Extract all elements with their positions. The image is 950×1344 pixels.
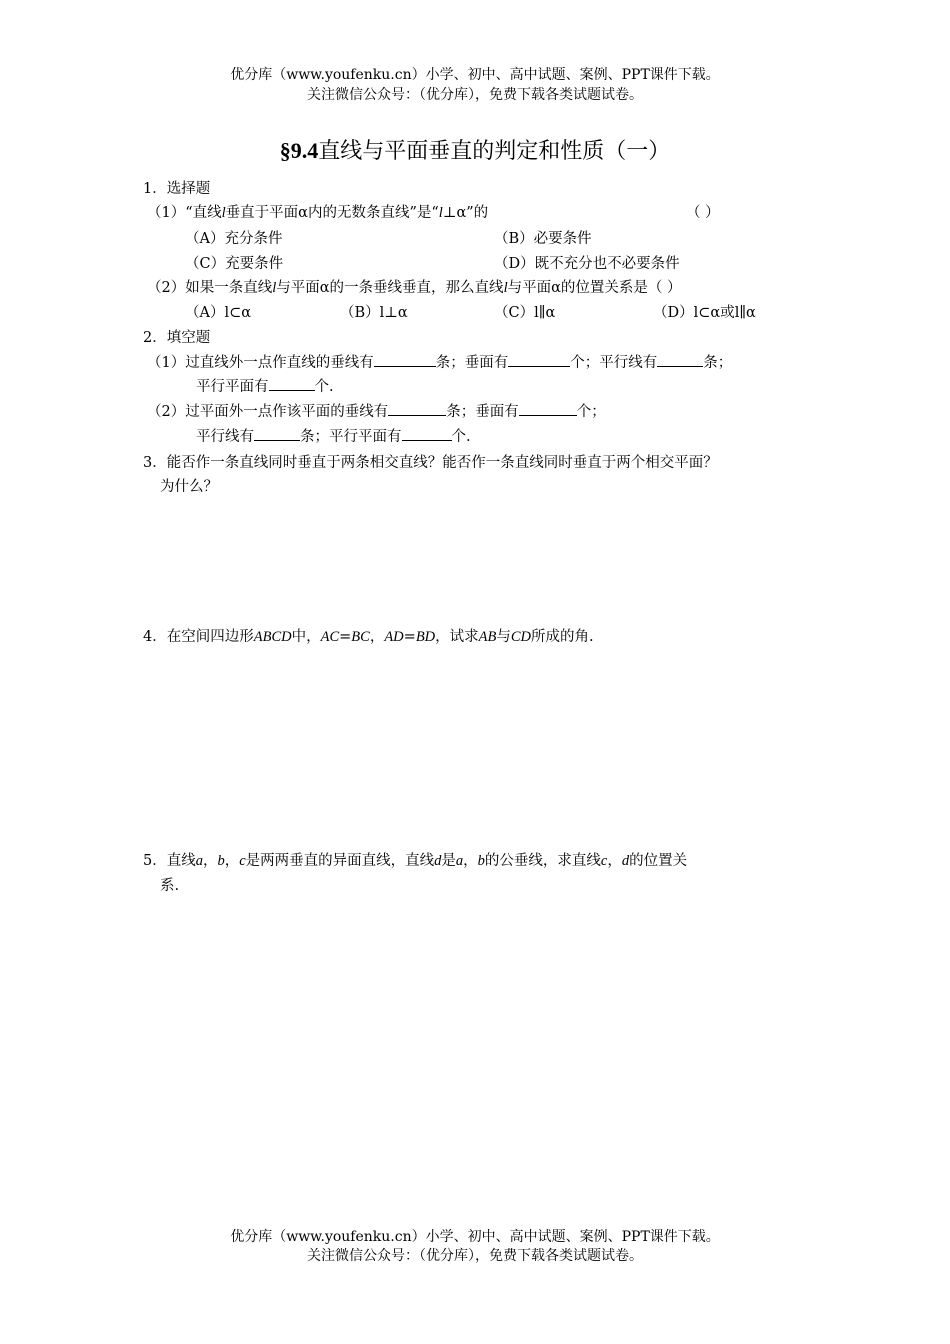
footer-line-1: 优分库（www.youfenku.cn）小学、初中、高中试题、案例、PPT课件下载。 [230,1229,720,1245]
answer-blank[interactable] [254,426,300,441]
q1-heading: 1．选择题 [143,181,211,197]
q1-p2-option-b: （B）l⊥α [340,305,408,321]
q1-p1-option-c: （C）充要条件 [185,256,284,272]
q3-line2: 为什么？ [160,479,218,495]
section-number: §9.4 [279,138,319,163]
header-line-2: 关注微信公众号：（优分库），免费下载各类试题试卷。 [307,87,643,103]
q4-text: 4．在空间四边形ABCD中，AC=BC，AD=BD，试求AB与CD所成的角. [143,629,594,645]
answer-blank[interactable] [519,401,577,416]
page-title [0,134,950,165]
footer-line-2: 关注微信公众号：（优分库），免费下载各类试题试卷。 [307,1248,643,1264]
q1-p2-stem: （2）如果一条直线l与平面α的一条垂线垂直，那么直线l与平面α的位置关系是（ ） [147,280,682,296]
q5-line2: 系. [160,878,180,894]
q1-p2-option-a: （A）l⊂α [185,305,252,321]
q2-p1-line2: 平行平面有 个. [196,375,334,396]
q5-line1: 5．直线a，b，c是两两垂直的异面直线，直线d是a，b的公垂线，求直线c，d的位置关 [143,853,688,869]
q1-p1-answer-paren: （ ） [686,205,720,221]
q3-line1: 3．能否作一条直线同时垂直于两条相交直线？能否作一条直线同时垂直于两个相交平面？ [143,455,718,471]
answer-blank[interactable] [508,352,570,367]
q2-p2-line2: 平行线有 条；平行平面有 个. [196,425,471,446]
q2-p2-line1: （2）过平面外一点作该平面的垂线有 条；垂面有 个； [147,400,606,421]
title-text: 直线与平面垂直的判定和性质（一） [318,139,671,164]
answer-blank[interactable] [269,376,315,391]
q1-p2-option-c: （C）l∥α [494,305,556,321]
q1-p1-option-a: （A）充分条件 [185,231,283,247]
answer-blank[interactable] [657,352,703,367]
q2-heading: 2．填空题 [143,330,211,346]
q1-p2-option-d: （D）l⊂α或l∥α [653,305,756,321]
header-line-1: 优分库（www.youfenku.cn）小学、初中、高中试题、案例、PPT课件下载。 [230,67,720,83]
q1-p1-stem: （1）“直线l垂直于平面α内的无数条直线”是“l⊥α”的 [147,205,489,221]
q2-p1-line1: （1）过直线外一点作直线的垂线有 条；垂面有 个；平行线有 条； [147,351,732,372]
answer-blank[interactable] [388,401,446,416]
q1-p1-option-b: （B）必要条件 [494,231,592,247]
q1-p1-option-d: （D）既不充分也不必要条件 [494,256,680,272]
answer-blank[interactable] [402,426,452,441]
answer-blank[interactable] [374,352,436,367]
